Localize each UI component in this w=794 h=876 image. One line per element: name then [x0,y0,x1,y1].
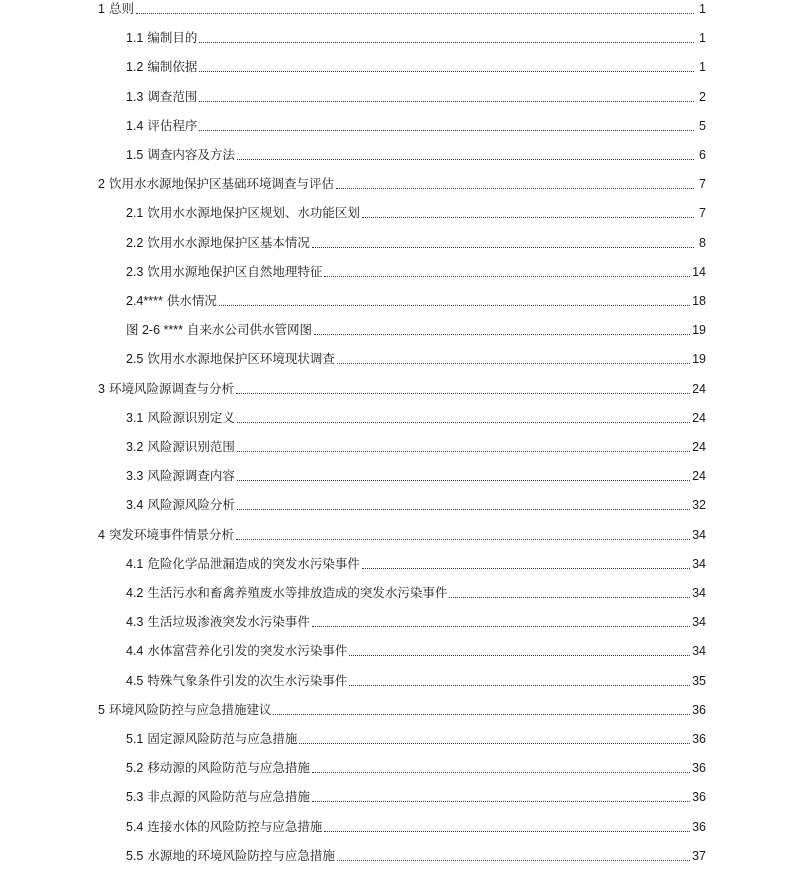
toc-page-number: 18 [692,294,706,308]
toc-entry-number: 1.4 [126,118,144,133]
toc-dot-leader [237,450,690,452]
toc-entry-number: 5.1 [126,732,144,746]
toc-page-number: 36 [692,819,706,834]
toc-dot-leader [362,567,690,569]
toc-entry-title: 调查内容及方法 [147,147,235,162]
toc-dot-leader [362,216,694,218]
toc-entry-number: 图 2-6 **** [126,323,183,338]
toc-page-number: 24 [692,469,706,484]
toc-entry-title: 固定源风险防范与应急措施 [147,731,298,746]
toc-page-number: 2 [699,89,706,104]
toc-page-number: 34 [692,556,706,571]
toc-dot-leader [199,70,694,72]
toc-entry[interactable] [126,730,706,748]
toc-entry-number: 2.1 [126,206,144,221]
toc-entry-title: 风险源风险分析 [147,497,235,513]
toc-entry-title: 移动源的风险防范与应急措施 [147,760,310,776]
toc-entry[interactable] [126,234,706,252]
toc-entry-number: 4.2 [126,586,144,600]
toc-entry-number: 2.3 [126,264,144,279]
toc-page-number: 37 [692,848,706,863]
toc-entry[interactable] [126,613,706,631]
toc-entry[interactable] [126,642,706,660]
toc-entry-title: 危险化学品泄漏造成的突发水污染事件 [147,555,360,571]
toc-entry-number: 1.2 [126,60,144,75]
toc-entry-title: 风险源识别范围 [147,439,235,454]
toc-entry-title: 水体富营养化引发的突发水污染事件 [147,643,348,659]
toc-dot-leader [312,246,694,248]
toc-entry-number: 5 [98,702,105,717]
toc-entry[interactable] [98,0,706,18]
toc-dot-leader [219,304,690,306]
toc-page-number: 34 [692,527,706,542]
toc-dot-leader [273,713,690,715]
toc-entry-number: 1 [98,2,105,16]
toc-dot-leader [236,538,690,540]
toc-entry-title: 总则 [108,1,134,16]
toc-entry-number: 2.5 [126,352,144,367]
toc-entry-title: 调查范围 [147,88,198,104]
toc-page-number: 19 [692,323,706,338]
toc-entry-title: 饮用水水源地保护区基础环境调查与评估 [108,176,334,192]
toc-entry-number: 1.5 [126,148,144,162]
toc-page-number: 24 [692,440,706,454]
toc-dot-leader [299,742,690,744]
toc-dot-leader [236,392,690,394]
toc-entry-number: 5.2 [126,761,144,776]
toc-entry-title: 特殊气象条件引发的次生水污染事件 [147,672,348,688]
toc-page-number: 36 [692,790,706,805]
toc-entry[interactable] [126,263,706,281]
toc-entry[interactable] [126,58,706,76]
toc-entry-number: 1.1 [126,31,144,46]
toc-entry[interactable] [126,759,706,777]
toc-page-number: 36 [692,761,706,776]
toc-dot-leader [336,187,694,189]
toc-entry[interactable] [126,292,706,310]
toc-entry-title: 编制目的 [147,30,198,46]
toc-page-number: 35 [692,673,706,688]
toc-page-number: 24 [692,381,706,396]
toc-entry-number: 5.3 [126,790,144,805]
toc-entry[interactable] [126,555,706,573]
toc-entry-title: 生活污水和畜禽养殖废水等排放造成的突发水污染事件 [147,585,448,600]
toc-page-number: 14 [692,264,706,279]
toc-entry-title: 供水情况 [166,293,217,308]
toc-page-number: 19 [692,352,706,367]
toc-entry-title: 饮用水源地保护区自然地理特征 [147,263,323,279]
toc-entry-title: 生活垃圾渗液突发水污染事件 [147,614,310,630]
toc-entry[interactable] [126,146,706,164]
toc-entry-title: 评估程序 [147,117,198,133]
toc-entry-number: 3.2 [126,440,144,454]
toc-page-number: 34 [692,615,706,630]
toc-entry-number: 3.3 [126,469,144,484]
toc-page-number: 36 [692,702,706,717]
toc-entry-title: 非点源的风险防范与应急措施 [147,789,310,805]
toc-entry[interactable] [126,409,706,427]
toc-entry-title: 环境风险防控与应急措施建议 [108,701,272,717]
toc-page-number: 1 [699,2,706,16]
toc-dot-leader [324,275,690,277]
toc-page-number: 24 [692,410,706,425]
toc-page-number: 7 [699,206,706,221]
toc-entry[interactable] [126,204,706,222]
toc-entry-title: 水源地的环境风险防控与应急措施 [147,847,335,863]
toc-entry-title: 饮用水水源地保护区基本情况 [147,234,310,250]
toc-entry[interactable] [126,847,706,865]
toc-dot-leader [199,129,694,131]
toc-page-number: 6 [699,148,706,162]
toc-entry[interactable] [126,672,706,690]
toc-entry[interactable] [126,88,706,106]
toc-page-number: 34 [692,586,706,600]
toc-page-number: 36 [692,732,706,746]
toc-dot-leader [449,596,690,598]
toc-entry-number: 1.3 [126,89,144,104]
toc-dot-leader [337,362,690,364]
toc-entry[interactable] [98,701,706,719]
toc-entry-number: 2 [98,177,105,192]
toc-dot-leader [312,771,690,773]
toc-entry[interactable] [126,788,706,806]
toc-entry-title: 饮用水水源地保护区环境现状调查 [147,351,335,367]
toc-entry-number: 4.3 [126,615,144,630]
toc-entry-number: 2.2 [126,235,144,250]
toc-entry-number: 4.5 [126,673,144,688]
toc-entry[interactable] [98,175,706,193]
toc-entry[interactable] [98,526,706,544]
toc-dot-leader [136,12,694,14]
toc-entry[interactable] [126,438,706,456]
toc-entry[interactable] [126,29,706,47]
toc-entry-number: 3 [98,381,105,396]
toc-page-number: 7 [699,177,706,192]
toc-entry-number: 2.4**** [126,294,163,308]
toc-entry-number: 3.1 [126,410,144,425]
toc-entry[interactable] [126,818,706,836]
toc-page-number: 8 [699,235,706,250]
toc-entry[interactable] [126,350,706,368]
toc-dot-leader [199,100,694,102]
toc-entry-title: 风险源调查内容 [147,468,235,484]
toc-entry[interactable] [126,321,706,339]
toc-entry-number: 4 [98,527,105,542]
toc-dot-leader [237,479,690,481]
toc-page-number: 32 [692,498,706,513]
toc-entry[interactable] [126,467,706,485]
toc-dot-leader [337,859,690,861]
toc-entry-title: 饮用水水源地保护区规划、水功能区划 [147,205,360,221]
toc-page-number: 34 [692,644,706,659]
toc-entry-title: 风险源识别定义 [147,409,235,425]
toc-dot-leader [349,654,690,656]
toc-entry-title: 突发环境事件情景分析 [108,526,234,542]
toc-page-number: 1 [699,31,706,46]
toc-entry-number: 3.4 [126,498,144,513]
toc-entry-title: 环境风险源调查与分析 [108,380,234,396]
toc-dot-leader [312,625,690,627]
toc-entry-number: 5.4 [126,819,144,834]
toc-entry[interactable] [126,496,706,514]
toc-page-number: 1 [699,60,706,75]
toc-dot-leader [349,684,690,686]
toc-dot-leader [314,333,690,335]
toc-entry-number: 5.5 [126,848,144,863]
toc-dot-leader [237,158,694,160]
toc-dot-leader [324,830,690,832]
toc-dot-leader [312,800,690,802]
toc-entry-title: 连接水体的风险防控与应急措施 [147,818,323,834]
toc-entry[interactable] [126,584,706,602]
toc-entry-number: 4.1 [126,556,144,571]
toc-entry[interactable] [98,380,706,398]
toc-entry[interactable] [126,117,706,135]
toc-entry-title: 自来水公司供水管网图 [186,322,312,338]
toc-entry-title: 编制依据 [147,59,198,75]
toc-dot-leader [237,508,690,510]
toc-page-number: 5 [699,118,706,133]
toc-entry-number: 4.4 [126,644,144,659]
toc-dot-leader [199,41,694,43]
toc-dot-leader [237,421,690,423]
